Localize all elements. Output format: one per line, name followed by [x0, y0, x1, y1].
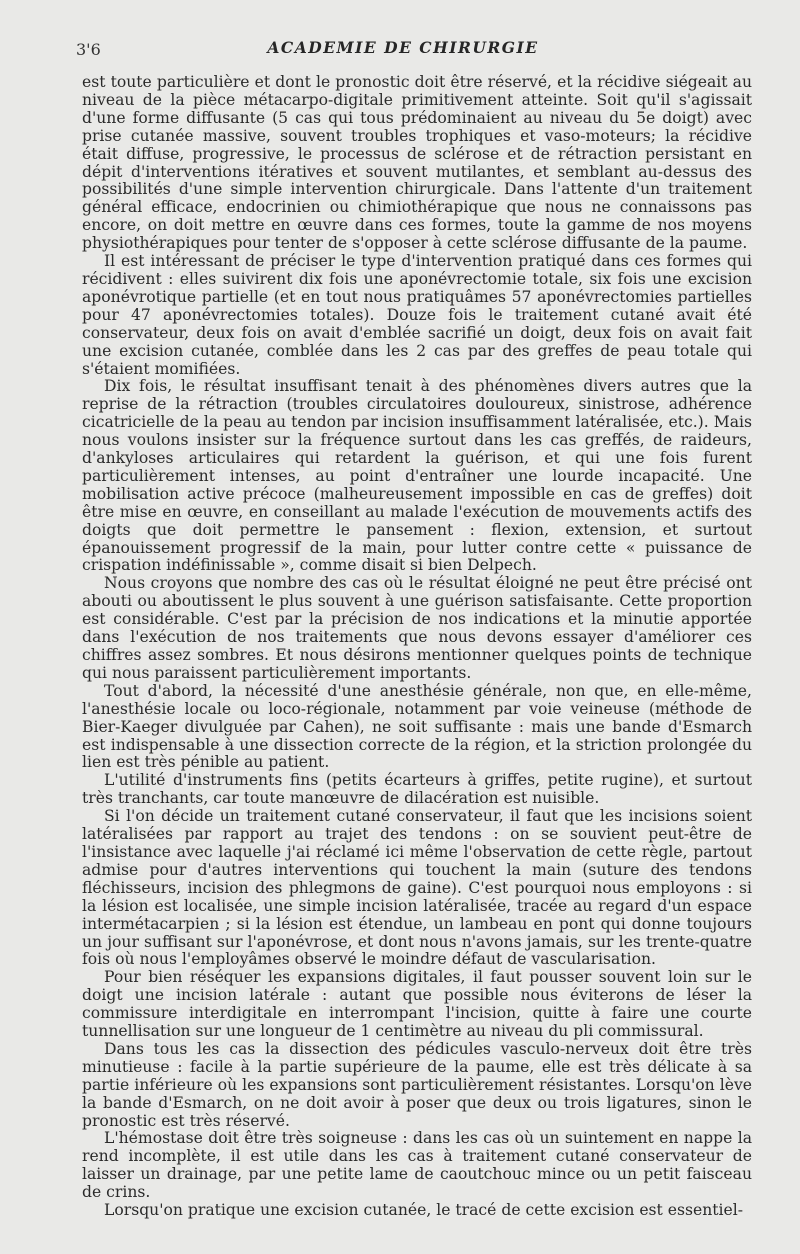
paragraph: Pour bien réséquer les expansions digitales, il faut pousser souvent loin sur le doigt une incision latérale : autant que possible nous éviterons de léser la commissure interdigitale en interrompant l'incision, quitte à faire une courte tunnellisation sur une longueur de 1 centimètre au niveau du pli commissural.	[82, 968, 752, 1041]
paragraph: Lorsqu'on pratique une excision cutanée, le tracé de cette excision est essentiel-	[104, 1201, 744, 1220]
paragraph: Tout d'abord, la nécessité d'une anesthésie générale, non que, en elle-même, l'anesthésie locale ou loco-régionale, notamment par voie veineuse (méthode de Bier-Kaeger divulguée par Cahen), ne soit suffisante : mais une bande d'Esmarch est indispensable à une dissection correcte de la région, et la striction prolongée du lien est très pénible au patient.	[82, 681, 752, 772]
paragraph: Nous croyons que nombre des cas où le résultat éloigné ne peut être précisé ont abouti ou aboutissent le plus souvent à une guérison satisfaisante. Cette proportion est considérable. C'est par la précision de nos indications et la minutie apportée dans l'exécution de nos traitements que nous devons essayer d'améliorer ces chiffres assez sombres. Et nous désirons mentionner quelques points de technique qui nous paraissent particulièrement importants.	[82, 574, 752, 682]
paragraph: L'utilité d'instruments fins (petits écarteurs à griffes, petite rugine), et surtout très tranchants, car toute manœuvre de dilacération est nuisible.	[82, 771, 752, 808]
paragraph: Dix fois, le résultat insuffisant tenait à des phénomènes divers autres que la reprise de la rétraction (troubles circulatoires douloureux, sinistrose, adhérence cicatricielle de la peau au tendon par incision insuffisamment latéralisée, etc.). Mais nous voulons insister sur la fréquence surtout dans les cas greffés, de raideurs, d'ankyloses articulaires qui retardent la guérison, et qui une fois furent particulièrement intenses, au point d'entraîner une lourde incapacité. Une mobilisation active précoce (malheureusement impossible en cas de greffes) doit être mise en œuvre, en conseillant au malade l'exécution de mouvements actifs des doigts que doit permettre le pansement : flexion, extension, et surtout épanouissement progressif de la main, pour lutter contre cette « puissance de crispation indéfinissable », comme disait si bien Delpech.	[82, 377, 752, 575]
running-title: ACADEMIE DE CHIRURGIE	[267, 38, 539, 57]
paragraph: est toute particulière et dont le pronostic doit être réservé, et la récidive siégeait au niveau de la pièce métacarpo-digitale primitivement atteinte. Soit qu'il s'agissait d'une forme diffusante (5 cas qui tous prédominaient au niveau du 5e doigt) avec prise cutanée massive, souvent troubles trophiques et vaso-moteurs; la récidive était diffuse, progressive, le processus de sclérose et de rétraction persistant en dépit d'interventions itératives et souvent mutilantes, et semblant au-dessus des possibilités d'une simple intervention chirurgicale. Dans l'attente d'un traitement général efficace, endocrinien ou chimiothérapique que nous ne connaissons pas encore, on doit mettre en œuvre dans ces formes, toute la gamme de nos moyens physiothérapiques pour tenter de s'opposer à cette sclérose diffusante de la paume.	[82, 73, 752, 253]
paragraph: L'hémostase doit être très soigneuse : dans les cas où un suintement en nappe la rend incomplète, il est utile dans les cas à traitement cutané conservateur de laisser un drainage, par une petite lame de caoutchouc mince ou un petit faisceau de crins.	[82, 1129, 752, 1202]
page-header	[76, 36, 730, 64]
paragraph: Si l'on décide un traitement cutané conservateur, il faut que les incisions soient latéralisées par rapport au trajet des tendons : on se souvient peut-être de l'insistance avec laquelle j'ai réclamé ici même l'observation de cette règle, partout admise pour d'autres interventions qui touchent la main (suture des tendons fléchisseurs, incision des phlegmons de gaine). C'est pourquoi nous employons : si la lésion est localisée, une simple incision latéralisée, tracée au regard d'un espace intermétacarpien ; si la lésion est étendue, un lambeau en pont qui donne toujours un jour suffisant sur l'aponévrose, et dont nous n'avons jamais, sur les trente-quatre fois où nous l'employâmes observé le moindre défaut de vascularisation.	[82, 807, 752, 969]
paragraph: Il est intéressant de préciser le type d'intervention pratiqué dans ces formes qui récidivent : elles suivirent dix fois une aponévrectomie totale, six fois une excision aponévrotique partielle (et en tout nous pratiquâmes 57 aponévrectomies partielles pour 47 aponévrectomies totales). Douze fois le traitement cutané avait été conservateur, deux fois on avait d'emblée sacrifié un doigt, deux fois on avait fait une excision cutanée, comblée dans les 2 cas par des greffes de peau totale qui s'étaient momifiées.	[82, 252, 752, 378]
page-number: 3'6	[76, 40, 101, 59]
paragraph: Dans tous les cas la dissection des pédicules vasculo-nerveux doit être très minutieuse : facile à la partie supérieure de la paume, elle est très délicate à sa partie inférieure où les expansions sont particulièrement résistantes. Lorsqu'on lève la bande d'Esmarch, on ne doit avoir à poser que deux ou trois ligatures, sinon le pronostic est très réservé.	[82, 1039, 752, 1130]
body-text	[82, 74, 752, 1220]
